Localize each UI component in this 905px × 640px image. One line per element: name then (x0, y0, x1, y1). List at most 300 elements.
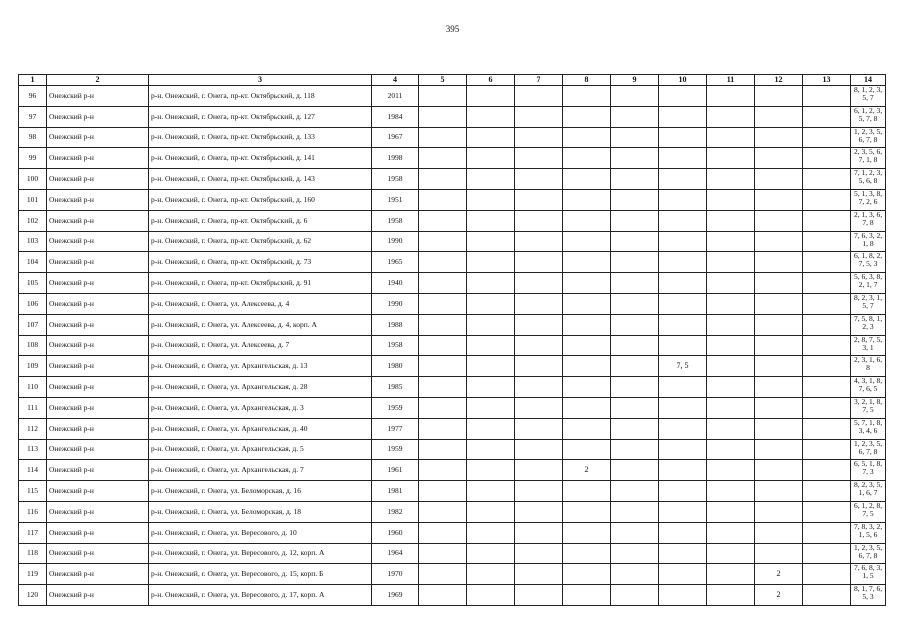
cell-c13 (803, 397, 851, 418)
cell-c6 (467, 585, 515, 606)
cell-c6 (467, 314, 515, 335)
cell-c9 (611, 335, 659, 356)
cell-c14: 6, 5, 1, 8, 7, 3 (851, 460, 886, 481)
cell-c7 (515, 585, 563, 606)
column-header-12: 12 (755, 75, 803, 86)
cell-c10 (659, 543, 707, 564)
cell-c9 (611, 481, 659, 502)
cell-c7 (515, 86, 563, 107)
cell-c14: 7, 5, 8, 1, 2, 3 (851, 314, 886, 335)
cell-c12 (755, 397, 803, 418)
cell-address: р-н. Онежский, г. Онега, ул. Вересового, д. 12, корп. А (149, 543, 372, 564)
cell-address: р-н. Онежский, г. Онега, пр-кт. Октябрьский, д. 73 (149, 252, 372, 273)
cell-c12 (755, 356, 803, 377)
cell-c10 (659, 273, 707, 294)
cell-c14: 8, 2, 3, 1, 5, 7 (851, 293, 886, 314)
cell-district: Онежский р-н (47, 273, 149, 294)
cell-c8 (563, 585, 611, 606)
cell-c10 (659, 314, 707, 335)
cell-c6 (467, 293, 515, 314)
cell-address: р-н. Онежский, г. Онега, ул. Архангельская, д. 5 (149, 439, 372, 460)
cell-district: Онежский р-н (47, 439, 149, 460)
cell-district: Онежский р-н (47, 86, 149, 107)
cell-c11 (707, 189, 755, 210)
cell-district: Онежский р-н (47, 148, 149, 169)
cell-n: 98 (19, 127, 47, 148)
table-row (19, 252, 886, 273)
cell-c9 (611, 397, 659, 418)
table-row (19, 585, 886, 606)
cell-c5 (419, 314, 467, 335)
cell-c8 (563, 210, 611, 231)
cell-c12 (755, 273, 803, 294)
header-row (19, 75, 886, 86)
cell-n: 112 (19, 418, 47, 439)
cell-c9 (611, 418, 659, 439)
cell-c8 (563, 252, 611, 273)
cell-address: р-н. Онежский, г. Онега, пр-кт. Октябрьский, д. 118 (149, 86, 372, 107)
cell-c11 (707, 543, 755, 564)
cell-c8 (563, 86, 611, 107)
cell-c13 (803, 356, 851, 377)
cell-c12 (755, 148, 803, 169)
cell-year: 1961 (372, 460, 419, 481)
table-row (19, 273, 886, 294)
cell-c8 (563, 481, 611, 502)
cell-c6 (467, 252, 515, 273)
cell-c8 (563, 231, 611, 252)
column-header-3: 3 (149, 75, 372, 86)
cell-address: р-н. Онежский, г. Онега, ул. Вересового, д. 17, корп. А (149, 585, 372, 606)
cell-c14: 7, 6, 3, 2, 1, 8 (851, 231, 886, 252)
cell-c9 (611, 439, 659, 460)
cell-district: Онежский р-н (47, 314, 149, 335)
cell-n: 110 (19, 377, 47, 398)
cell-c5 (419, 356, 467, 377)
cell-c11 (707, 439, 755, 460)
cell-c10 (659, 106, 707, 127)
table-row (19, 127, 886, 148)
cell-c12 (755, 377, 803, 398)
cell-c5 (419, 293, 467, 314)
cell-year: 1981 (372, 481, 419, 502)
cell-n: 119 (19, 564, 47, 585)
cell-c11 (707, 335, 755, 356)
cell-district: Онежский р-н (47, 210, 149, 231)
cell-c6 (467, 273, 515, 294)
cell-c6 (467, 397, 515, 418)
cell-district: Онежский р-н (47, 335, 149, 356)
table-row (19, 377, 886, 398)
cell-c6 (467, 501, 515, 522)
cell-c12 (755, 169, 803, 190)
cell-c10 (659, 231, 707, 252)
cell-c10 (659, 210, 707, 231)
cell-district: Онежский р-н (47, 460, 149, 481)
cell-address: р-н. Онежский, г. Онега, пр-кт. Октябрьский, д. 6 (149, 210, 372, 231)
cell-c9 (611, 293, 659, 314)
cell-c9 (611, 273, 659, 294)
cell-district: Онежский р-н (47, 522, 149, 543)
cell-address: р-н. Онежский, г. Онега, пр-кт. Октябрьский, д. 133 (149, 127, 372, 148)
cell-district: Онежский р-н (47, 293, 149, 314)
cell-c10 (659, 439, 707, 460)
cell-c10 (659, 418, 707, 439)
cell-district: Онежский р-н (47, 377, 149, 398)
cell-c6 (467, 210, 515, 231)
cell-c8 (563, 564, 611, 585)
cell-c10 (659, 585, 707, 606)
column-header-2: 2 (47, 75, 149, 86)
cell-c7 (515, 460, 563, 481)
cell-year: 1959 (372, 397, 419, 418)
cell-c14: 7, 1, 2, 3, 5, 6, 8 (851, 169, 886, 190)
cell-c13 (803, 481, 851, 502)
cell-c7 (515, 314, 563, 335)
cell-c7 (515, 439, 563, 460)
cell-c9 (611, 148, 659, 169)
cell-c8 (563, 418, 611, 439)
cell-c10 (659, 252, 707, 273)
table-row (19, 564, 886, 585)
cell-c6 (467, 169, 515, 190)
cell-c13 (803, 522, 851, 543)
cell-c14: 1, 2, 3, 5, 6, 7, 8 (851, 543, 886, 564)
cell-c5 (419, 210, 467, 231)
cell-year: 1990 (372, 231, 419, 252)
cell-c9 (611, 460, 659, 481)
cell-c5 (419, 481, 467, 502)
cell-n: 97 (19, 106, 47, 127)
cell-c7 (515, 397, 563, 418)
cell-c9 (611, 231, 659, 252)
cell-c11 (707, 418, 755, 439)
cell-c8 (563, 148, 611, 169)
cell-c10 (659, 335, 707, 356)
cell-c7 (515, 210, 563, 231)
cell-c8 (563, 501, 611, 522)
cell-c12 (755, 127, 803, 148)
cell-c7 (515, 377, 563, 398)
cell-address: р-н. Онежский, г. Онега, ул. Архангельская, д. 40 (149, 418, 372, 439)
cell-c5 (419, 377, 467, 398)
cell-c14: 8, 2, 3, 5, 1, 6, 7 (851, 481, 886, 502)
cell-c8 (563, 397, 611, 418)
cell-c10 (659, 189, 707, 210)
cell-c12 (755, 189, 803, 210)
cell-c6 (467, 377, 515, 398)
cell-c7 (515, 293, 563, 314)
cell-n: 117 (19, 522, 47, 543)
cell-c5 (419, 564, 467, 585)
column-header-4: 4 (372, 75, 419, 86)
cell-c10 (659, 481, 707, 502)
data-table (18, 74, 886, 606)
cell-c11 (707, 293, 755, 314)
cell-c6 (467, 460, 515, 481)
cell-address: р-н. Онежский, г. Онега, пр-кт. Октябрьский, д. 91 (149, 273, 372, 294)
cell-c7 (515, 148, 563, 169)
cell-c13 (803, 293, 851, 314)
cell-c7 (515, 418, 563, 439)
cell-c9 (611, 522, 659, 543)
cell-district: Онежский р-н (47, 501, 149, 522)
cell-year: 1960 (372, 522, 419, 543)
cell-c10 (659, 564, 707, 585)
cell-c6 (467, 543, 515, 564)
cell-address: р-н. Онежский, г. Онега, пр-кт. Октябрьский, д. 127 (149, 106, 372, 127)
cell-year: 1940 (372, 273, 419, 294)
cell-c5 (419, 86, 467, 107)
table-row (19, 231, 886, 252)
cell-c14: 8, 1, 2, 3, 5, 7 (851, 86, 886, 107)
cell-c12 (755, 210, 803, 231)
cell-c12 (755, 335, 803, 356)
cell-c9 (611, 564, 659, 585)
cell-district: Онежский р-н (47, 106, 149, 127)
cell-year: 1970 (372, 564, 419, 585)
cell-c10 (659, 127, 707, 148)
table-row (19, 210, 886, 231)
cell-c14: 4, 3, 1, 8, 7, 6, 5 (851, 377, 886, 398)
cell-c13 (803, 252, 851, 273)
cell-district: Онежский р-н (47, 585, 149, 606)
cell-c6 (467, 564, 515, 585)
cell-c12 (755, 481, 803, 502)
cell-year: 1965 (372, 252, 419, 273)
cell-c10 (659, 501, 707, 522)
cell-c6 (467, 148, 515, 169)
table-row (19, 460, 886, 481)
cell-year: 1958 (372, 210, 419, 231)
cell-c5 (419, 148, 467, 169)
cell-district: Онежский р-н (47, 189, 149, 210)
cell-c5 (419, 169, 467, 190)
cell-c9 (611, 127, 659, 148)
table-row (19, 418, 886, 439)
cell-c11 (707, 460, 755, 481)
cell-c11 (707, 481, 755, 502)
cell-year: 2011 (372, 86, 419, 107)
cell-c14: 1, 2, 3, 5, 6, 7, 8 (851, 439, 886, 460)
cell-c5 (419, 335, 467, 356)
cell-c10: 7, 5 (659, 356, 707, 377)
cell-c5 (419, 252, 467, 273)
cell-c7 (515, 273, 563, 294)
cell-c12 (755, 106, 803, 127)
cell-c14: 6, 1, 2, 8, 7, 5 (851, 501, 886, 522)
cell-n: 106 (19, 293, 47, 314)
cell-c13 (803, 377, 851, 398)
column-header-6: 6 (467, 75, 515, 86)
cell-c8 (563, 106, 611, 127)
cell-c11 (707, 356, 755, 377)
cell-year: 1982 (372, 501, 419, 522)
cell-address: р-н. Онежский, г. Онега, ул. Вересового, д. 15, корп. Б (149, 564, 372, 585)
cell-n: 109 (19, 356, 47, 377)
cell-c7 (515, 356, 563, 377)
table-row (19, 481, 886, 502)
cell-address: р-н. Онежский, г. Онега, ул. Беломорская, д. 16 (149, 481, 372, 502)
cell-c5 (419, 127, 467, 148)
cell-year: 1990 (372, 293, 419, 314)
cell-address: р-н. Онежский, г. Онега, пр-кт. Октябрьский, д. 143 (149, 169, 372, 190)
cell-c8 (563, 314, 611, 335)
cell-c10 (659, 460, 707, 481)
cell-c12 (755, 418, 803, 439)
cell-c5 (419, 397, 467, 418)
cell-c5 (419, 543, 467, 564)
cell-c8 (563, 273, 611, 294)
table-header (19, 75, 886, 86)
cell-year: 1980 (372, 356, 419, 377)
cell-c6 (467, 231, 515, 252)
cell-c13 (803, 585, 851, 606)
cell-c9 (611, 210, 659, 231)
column-header-1: 1 (19, 75, 47, 86)
cell-c14: 7, 8, 3, 2, 1, 5, 6 (851, 522, 886, 543)
table-row (19, 106, 886, 127)
cell-c13 (803, 106, 851, 127)
cell-n: 105 (19, 273, 47, 294)
cell-district: Онежский р-н (47, 418, 149, 439)
column-header-8: 8 (563, 75, 611, 86)
cell-n: 100 (19, 169, 47, 190)
cell-c13 (803, 439, 851, 460)
cell-c12: 2 (755, 564, 803, 585)
cell-c5 (419, 189, 467, 210)
cell-address: р-н. Онежский, г. Онега, пр-кт. Октябрьский, д. 141 (149, 148, 372, 169)
cell-c11 (707, 169, 755, 190)
cell-c6 (467, 189, 515, 210)
cell-c8 (563, 169, 611, 190)
table-row (19, 293, 886, 314)
cell-c14: 6, 1, 2, 3, 5, 7, 8 (851, 106, 886, 127)
cell-c8 (563, 356, 611, 377)
cell-c12 (755, 231, 803, 252)
cell-c7 (515, 501, 563, 522)
cell-c11 (707, 501, 755, 522)
cell-n: 118 (19, 543, 47, 564)
cell-district: Онежский р-н (47, 356, 149, 377)
column-header-13: 13 (803, 75, 851, 86)
cell-n: 103 (19, 231, 47, 252)
cell-c7 (515, 231, 563, 252)
table-body (19, 86, 886, 606)
cell-c12 (755, 460, 803, 481)
table-row (19, 397, 886, 418)
cell-c11 (707, 148, 755, 169)
cell-c11 (707, 252, 755, 273)
cell-c13 (803, 564, 851, 585)
cell-c11 (707, 231, 755, 252)
cell-c6 (467, 522, 515, 543)
cell-c13 (803, 314, 851, 335)
table-row (19, 86, 886, 107)
cell-c13 (803, 460, 851, 481)
cell-c7 (515, 127, 563, 148)
cell-c5 (419, 460, 467, 481)
column-header-14: 14 (851, 75, 886, 86)
column-header-11: 11 (707, 75, 755, 86)
cell-c7 (515, 189, 563, 210)
cell-n: 111 (19, 397, 47, 418)
cell-c11 (707, 522, 755, 543)
table-row (19, 148, 886, 169)
cell-c8 (563, 127, 611, 148)
cell-c13 (803, 86, 851, 107)
cell-c5 (419, 522, 467, 543)
cell-c5 (419, 585, 467, 606)
cell-c7 (515, 522, 563, 543)
cell-c14: 1, 2, 3, 5, 6, 7, 8 (851, 127, 886, 148)
cell-address: р-н. Онежский, г. Онега, пр-кт. Октябрьский, д. 62 (149, 231, 372, 252)
table-row (19, 439, 886, 460)
cell-c14: 2, 3, 5, 6, 7, 1, 8 (851, 148, 886, 169)
cell-c11 (707, 127, 755, 148)
cell-c12 (755, 439, 803, 460)
table-row (19, 169, 886, 190)
cell-address: р-н. Онежский, г. Онега, ул. Архангельская, д. 13 (149, 356, 372, 377)
cell-c14: 2, 8, 7, 5, 3, 1 (851, 335, 886, 356)
cell-c6 (467, 481, 515, 502)
cell-year: 1977 (372, 418, 419, 439)
cell-c6 (467, 418, 515, 439)
cell-n: 96 (19, 86, 47, 107)
table-row (19, 189, 886, 210)
cell-c13 (803, 210, 851, 231)
cell-c12 (755, 522, 803, 543)
cell-address: р-н. Онежский, г. Онега, ул. Алексеева, д. 7 (149, 335, 372, 356)
cell-c11 (707, 210, 755, 231)
cell-n: 114 (19, 460, 47, 481)
cell-c6 (467, 127, 515, 148)
cell-n: 107 (19, 314, 47, 335)
cell-c6 (467, 439, 515, 460)
cell-c9 (611, 314, 659, 335)
cell-c5 (419, 501, 467, 522)
cell-c12 (755, 501, 803, 522)
table-row (19, 543, 886, 564)
table-row (19, 522, 886, 543)
cell-c9 (611, 585, 659, 606)
cell-c12 (755, 293, 803, 314)
cell-address: р-н. Онежский, г. Онега, ул. Архангельская, д. 7 (149, 460, 372, 481)
table-row (19, 335, 886, 356)
cell-district: Онежский р-н (47, 543, 149, 564)
cell-c9 (611, 189, 659, 210)
cell-year: 1984 (372, 106, 419, 127)
cell-c6 (467, 356, 515, 377)
cell-c13 (803, 335, 851, 356)
cell-c11 (707, 377, 755, 398)
cell-c9 (611, 377, 659, 398)
cell-year: 1959 (372, 439, 419, 460)
cell-district: Онежский р-н (47, 397, 149, 418)
cell-c11 (707, 86, 755, 107)
table-row (19, 314, 886, 335)
cell-c5 (419, 418, 467, 439)
cell-c8 (563, 335, 611, 356)
cell-address: р-н. Онежский, г. Онега, пр-кт. Октябрьский, д. 160 (149, 189, 372, 210)
cell-c11 (707, 106, 755, 127)
cell-c14: 5, 1, 3, 8, 7, 2, 6 (851, 189, 886, 210)
cell-c13 (803, 418, 851, 439)
cell-c13 (803, 543, 851, 564)
cell-c8 (563, 293, 611, 314)
cell-n: 120 (19, 585, 47, 606)
cell-district: Онежский р-н (47, 127, 149, 148)
